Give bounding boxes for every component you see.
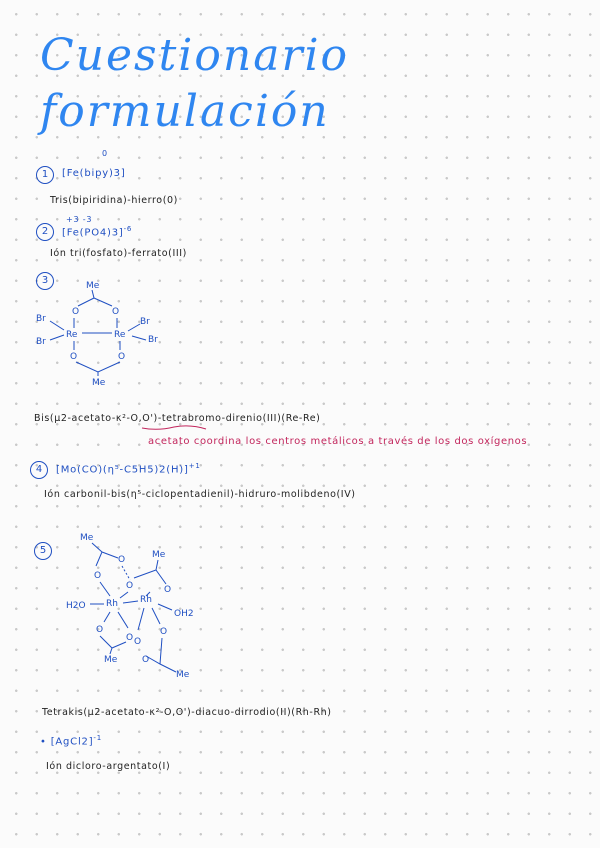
item-5-number: 5 <box>34 542 52 560</box>
item-1-charge: 0 <box>102 149 108 158</box>
diagram-3-br-3: Br <box>140 317 150 327</box>
diagram-5-me-3: Me <box>104 655 118 665</box>
diagram-3-o-2: O <box>112 307 120 317</box>
diagram-5-h2o: H2O <box>66 601 86 611</box>
bullet-formula: • [AgCl2]$^{-1}$ <box>40 734 102 748</box>
title-line-2: formulación <box>40 86 330 137</box>
item-1-name: Tris(bipiridina)-hierro(0) <box>50 195 178 206</box>
diagram-5-o-1: O <box>94 571 102 581</box>
bullet-name: Ión dicloro-argentato(I) <box>46 761 171 772</box>
item-3-name: Bis(μ2-acetato-κ²-O,O')-tetrabromo-direnio(III)(Re-Re) <box>34 413 321 424</box>
diagram-3-br-2: Br <box>36 337 46 347</box>
title-line-1: Cuestionario <box>40 30 350 81</box>
item-2-number: 2 <box>36 223 54 241</box>
item-4-name: Ión carbonil-bis(η⁵-ciclopentadienil)-hidruro-molibdeno(IV) <box>44 489 356 500</box>
diagram-5-o-2: O <box>118 555 126 565</box>
diagram-3-o-3: O <box>70 352 78 362</box>
item-5-name: Tetrakis(μ2-acetato-κ²-O,O')-diacuo-dirrodio(II)(Rh-Rh) <box>42 707 332 718</box>
diagram-5-o-8: O <box>160 627 168 637</box>
diagram-3-me-bottom: Me <box>92 378 106 388</box>
diagram-5-o-3: O <box>126 581 134 591</box>
item-2-oxidation-states: +3 -3 <box>66 215 93 224</box>
diagram-5-o-5: O <box>96 625 104 635</box>
item-2-formula: $[Fe(PO4)3]^{-6}$ <box>62 225 133 239</box>
diagram-3-o-4: O <box>118 352 126 362</box>
diagram-5-me-1: Me <box>80 533 94 543</box>
item-1-number: 1 <box>36 166 54 184</box>
diagram-5-o-4: O <box>164 585 172 595</box>
diagram-3-re-right: Re <box>114 330 126 340</box>
diagram-5-o-6: O <box>126 633 134 643</box>
diagram-5-o-9: O <box>142 655 150 665</box>
item-4-formula: $[Mo(CO)(\eta^5-C5H5)2(H)]^{+1}$ <box>56 462 201 476</box>
diagram-3-re-left: Re <box>66 330 78 340</box>
diagram-5-rh-left: Rh <box>106 599 118 609</box>
item-2-name: Ión tri(fosfato)-ferrato(III) <box>50 248 187 259</box>
diagram-3-me-top: Me <box>86 281 100 291</box>
item-4-number: 4 <box>30 461 48 479</box>
diagram-3-br-1: Br <box>36 314 46 324</box>
diagram-3-br-4: Br <box>148 335 158 345</box>
diagram-5-oh2: OH2 <box>174 609 194 619</box>
item-3-number: 3 <box>36 272 54 290</box>
diagram-5-me-2: Me <box>152 550 166 560</box>
item-3-comment: acetato coordina los centros metálicos a través de los dos oxígenos <box>148 436 528 447</box>
item-1-formula: [Fe(bipy)3] <box>62 168 126 179</box>
diagram-5-rh-right: Rh <box>140 595 152 605</box>
diagram-5-o-7: O <box>134 637 142 647</box>
diagram-5-me-4: Me <box>176 670 190 680</box>
diagram-3-o-1: O <box>72 307 80 317</box>
